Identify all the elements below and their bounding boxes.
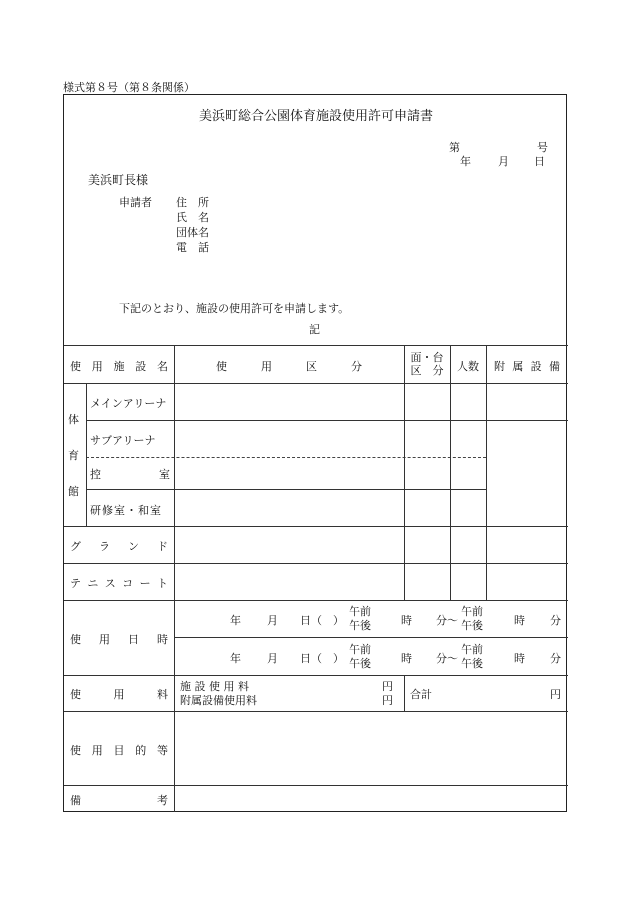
field-group: 団体名 <box>176 226 209 239</box>
statement: 下記のとおり、施設の使用許可を申請します。 <box>119 302 350 315</box>
fee-total-yen: 円 <box>550 688 561 701</box>
application-form: 美浜町総合公園体育施設使用許可申請書 第 号 年 月 日 美浜町長様 申請者 住 所 氏 名 団体名 電 話 下記のとおり、施設の使用許可を申請します。 記 使 用 施 設 名 使 用 区 分 面・台 区 分 人数 附 属 設 備 体 育 館 メインアリーナ サブアリーナ 控 室 研修室・和室 グ ラ ン ド テ ニ ス コ ー ト 使 用 日 時 年 月 日（ ） 午前 午後 時 分～ 午前 午後 時 分 年 月 日（ ） 午前 午後 時 分～ 午前 午後 時 分 使 用 料 施 設 使 用 料 附属設備使用料 円 円 合計 円 使 用 目 的 等 備 考 <box>63 94 567 812</box>
fee-equipment-yen: 円 <box>382 694 393 707</box>
header-people: 人数 <box>457 360 479 373</box>
remarks-label: 備 考 <box>70 794 168 807</box>
header-equipment: 附 属 設 備 <box>494 360 560 373</box>
number-dai: 第 <box>449 141 460 154</box>
datetime-label: 使 用 日 時 <box>70 633 168 646</box>
room-training: 研修室・和室 <box>90 504 162 517</box>
fee-facility: 施 設 使 用 料 <box>180 680 249 693</box>
field-address: 住 所 <box>176 196 209 209</box>
fee-equipment: 附属設備使用料 <box>180 694 257 707</box>
header-facility: 使 用 施 設 名 <box>70 360 168 373</box>
applicant-label: 申請者 <box>119 196 152 209</box>
date-year: 年 <box>460 155 471 168</box>
gym-label-3: 館 <box>68 485 79 498</box>
purpose-label: 使 用 目 的 等 <box>70 744 168 757</box>
row-tennis: テ ニ ス コ ー ト <box>70 577 168 590</box>
gym-label: 体 <box>68 413 79 426</box>
field-name: 氏 名 <box>176 211 209 224</box>
field-phone: 電 話 <box>176 241 209 254</box>
gym-label-2: 育 <box>68 449 79 462</box>
form-number: 様式第８号（第８条関係） <box>63 81 195 94</box>
date-day: 日 <box>534 155 545 168</box>
header-usage-class: 使 用 区 分 <box>216 360 362 373</box>
ki-label: 記 <box>309 323 320 336</box>
date-month: 月 <box>498 155 509 168</box>
room-waiting: 控 室 <box>90 468 170 481</box>
fee-total-label: 合計 <box>410 688 432 701</box>
header-court-division: 面・台 区 分 <box>410 351 444 377</box>
number-go: 号 <box>537 141 548 154</box>
fee-label: 使 用 料 <box>70 688 168 701</box>
row-ground: グ ラ ン ド <box>70 540 168 553</box>
addressee: 美浜町長様 <box>88 173 149 187</box>
room-main-arena: メインアリーナ <box>90 397 167 410</box>
fee-facility-yen: 円 <box>382 680 393 693</box>
document-title: 美浜町総合公園体育施設使用許可申請書 <box>198 109 433 124</box>
room-sub-arena: サブアリーナ <box>90 434 156 447</box>
